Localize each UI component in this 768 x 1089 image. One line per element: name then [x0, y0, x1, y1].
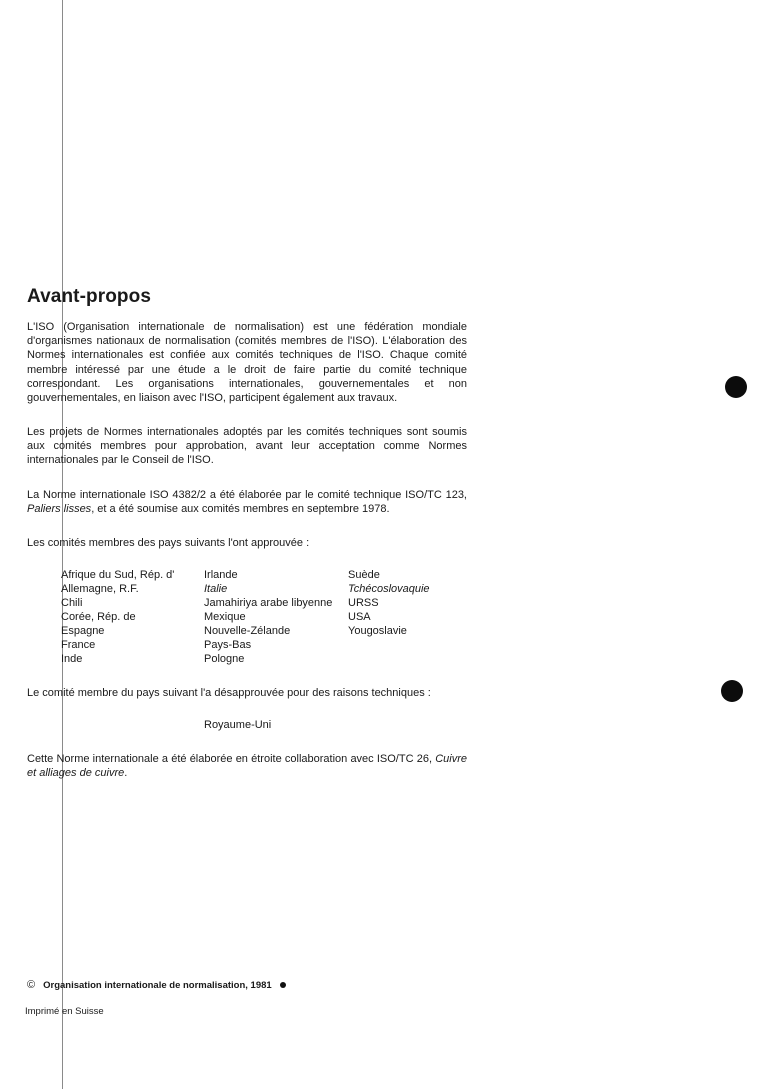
country-item: Corée, Rép. de	[61, 611, 136, 623]
collaboration-text-end: .	[124, 767, 128, 780]
collaboration-committee-title: Cuivre et alliages de cuivre	[27, 753, 467, 780]
country-item: Allemagne, R.F.	[61, 583, 139, 595]
punch-hole	[725, 376, 747, 398]
paragraph-disapproval: Le comité membre du pays suivant l'a désapprouvée pour des raisons techniques :	[27, 687, 431, 699]
committee-title: Paliers lisses	[27, 503, 92, 516]
country-item: Nouvelle-Zélande	[204, 625, 291, 637]
country-item: Yougoslavie	[348, 625, 407, 637]
paragraph-standard-origin	[27, 488, 467, 516]
country-item: USA	[348, 611, 371, 623]
countries-column-1	[61, 568, 174, 666]
country-item: Tchécoslovaquie	[348, 583, 430, 595]
copyright-icon: ©	[27, 979, 36, 991]
copyright-notice	[27, 979, 286, 991]
copyright-text: Organisation internationale de normalisation, 1981	[43, 980, 272, 991]
country-item: Irlande	[204, 569, 238, 581]
paragraph-collaboration	[27, 752, 467, 780]
country-item: Pologne	[204, 653, 245, 665]
paragraph-draft-standards: Les projets de Normes internationales adoptés par les comités techniques sont soumis aux comités membres pour approbation, avant leur acceptation comme Normes internationales par le Conseil de l'ISO.	[27, 426, 467, 467]
paragraph-approvals-intro: Les comités membres des pays suivants l'ont approuvée :	[27, 537, 310, 549]
country-item: Suède	[348, 569, 380, 581]
approving-countries-list	[0, 568, 768, 668]
standard-origin-text-end: , et a été soumise aux comités membres en septembre 1978.	[91, 503, 390, 516]
country-item: URSS	[348, 597, 379, 609]
paragraph-iso-intro: L'ISO (Organisation internationale de normalisation) est une fédération mondiale d'organismes nationaux de normalisation (comités membres de l'ISO). L'élaboration des Normes internationales est confiée aux comités techniques de l'ISO. Chaque comité membre intéressé par une étude a le droit de faire partie du comité technique correspondant. Les organisations internationales, gouvernementales et non gouvernementales, en liaison avec l'ISO, participent également aux travaux.	[27, 321, 467, 405]
countries-column-2	[204, 568, 332, 666]
countries-column-3	[348, 568, 430, 638]
punch-hole	[721, 680, 743, 702]
printed-in-notice: Imprimé en Suisse	[25, 1006, 104, 1017]
country-item: Mexique	[204, 611, 246, 623]
country-item: Inde	[61, 653, 83, 665]
disapproving-country: Royaume-Uni	[204, 719, 272, 731]
standard-origin-text: La Norme internationale ISO 4382/2 a été élaborée par le comité technique ISO/TC 123,	[27, 489, 467, 501]
country-item: Italie	[204, 583, 228, 595]
country-item: Afrique du Sud, Rép. d'	[61, 569, 175, 581]
collaboration-text: Cette Norme internationale a été élaborée en étroite collaboration avec ISO/TC 26,	[27, 753, 436, 765]
country-item: Espagne	[61, 625, 105, 637]
country-item: Pays-Bas	[204, 639, 252, 651]
country-item: Chili	[61, 597, 83, 609]
country-item: Jamahiriya arabe libyenne	[204, 597, 333, 609]
page-title: Avant-propos	[27, 286, 151, 307]
bullet-dot-icon	[280, 982, 286, 988]
country-item: France	[61, 639, 96, 651]
